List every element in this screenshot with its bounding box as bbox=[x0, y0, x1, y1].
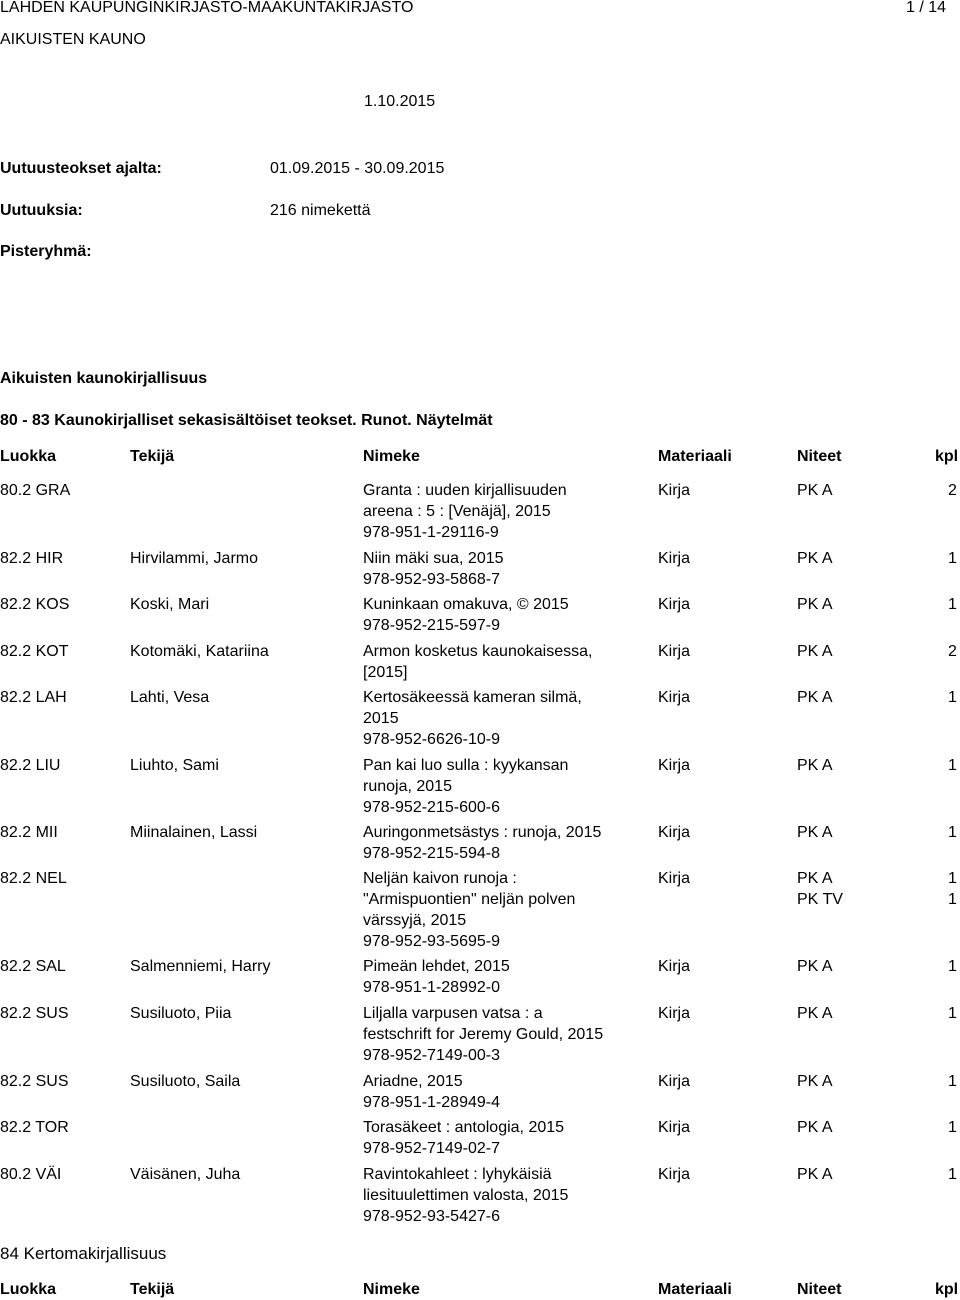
row-nimeke bbox=[363, 548, 623, 590]
row-nimeke bbox=[363, 480, 623, 543]
row-kpl-line: 1 bbox=[948, 824, 957, 841]
row-nimeke-line: 978-951-1-29116-9 bbox=[363, 524, 499, 541]
row-materiaali: Kirja bbox=[658, 757, 691, 774]
row-luokka: 82.2 MII bbox=[0, 824, 58, 841]
row-materiaali: Kirja bbox=[658, 1166, 691, 1183]
row-niteet bbox=[797, 1071, 833, 1092]
row-nimeke-line: 978-951-1-28992-0 bbox=[363, 979, 500, 996]
row-nimeke-line: 978-952-93-5427-6 bbox=[363, 1208, 500, 1225]
row-tekija: Koski, Mari bbox=[130, 596, 210, 613]
count-value: 216 nimekettä bbox=[270, 202, 371, 219]
row-materiaali: Kirja bbox=[658, 689, 691, 706]
row-nimeke-line: 978-952-93-5868-7 bbox=[363, 571, 500, 588]
row-tekija: Hirvilammi, Jarmo bbox=[130, 550, 258, 567]
row-tekija: Kotomäki, Katariina bbox=[130, 643, 269, 660]
row-nimeke-line: 978-952-6626-10-9 bbox=[363, 731, 500, 748]
row-nimeke-line: Armon kosketus kaunokaisessa, bbox=[363, 643, 593, 660]
col-niteet: Niteet bbox=[797, 1281, 842, 1298]
row-kpl-line: 1 bbox=[948, 958, 957, 975]
row-luokka: 82.2 LAH bbox=[0, 689, 67, 706]
row-nimeke-line: Ravintokahleet : lyhykäisiä bbox=[363, 1166, 552, 1183]
row-nimeke-line: Ariadne, 2015 bbox=[363, 1073, 463, 1090]
col-tekija: Tekijä bbox=[130, 448, 175, 465]
row-kpl bbox=[948, 480, 957, 501]
row-kpl bbox=[948, 594, 957, 615]
group-label: Pisteryhmä: bbox=[0, 243, 92, 260]
col-tekija: Tekijä bbox=[130, 1281, 175, 1298]
library-name: LAHDEN KAUPUNGINKIRJASTO-MAAKUNTAKIRJASTO bbox=[0, 0, 414, 16]
column-headers bbox=[0, 447, 960, 467]
col-kpl: kpl bbox=[935, 448, 959, 465]
row-nimeke-line: värssyjä, 2015 bbox=[363, 912, 467, 929]
row-niteet bbox=[797, 956, 833, 977]
row-niteet-line: PK A bbox=[797, 550, 833, 567]
count-label: Uutuuksia: bbox=[0, 202, 83, 219]
row-luokka: 82.2 SUS bbox=[0, 1005, 69, 1022]
row-nimeke-line: 978-952-7149-02-7 bbox=[363, 1140, 500, 1157]
row-niteet bbox=[797, 755, 833, 776]
row-nimeke bbox=[363, 956, 623, 998]
row-niteet bbox=[797, 548, 833, 569]
row-nimeke-line: runoja, 2015 bbox=[363, 778, 452, 795]
row-nimeke-line: Pan kai luo sulla : kyykansan bbox=[363, 757, 569, 774]
col-kpl: kpl bbox=[935, 1281, 959, 1298]
row-nimeke-line: 978-952-93-5695-9 bbox=[363, 933, 500, 950]
row-niteet-line: PK A bbox=[797, 482, 833, 499]
section2-title: 84 Kertomakirjallisuus bbox=[0, 1244, 167, 1263]
row-tekija: Susiluoto, Piia bbox=[130, 1005, 232, 1022]
row-nimeke bbox=[363, 822, 623, 864]
row-kpl-line: 1 bbox=[948, 891, 957, 908]
row-nimeke-line: Torasäkeet : antologia, 2015 bbox=[363, 1119, 565, 1136]
row-kpl-line: 1 bbox=[948, 757, 957, 774]
row-materiaali: Kirja bbox=[658, 596, 691, 613]
row-kpl-line: 1 bbox=[948, 689, 957, 706]
row-nimeke-line: Granta : uuden kirjallisuuden bbox=[363, 482, 567, 499]
row-nimeke-line: Kuninkaan omakuva, © 2015 bbox=[363, 596, 569, 613]
row-nimeke-line: 2015 bbox=[363, 710, 399, 727]
row-kpl bbox=[948, 1003, 957, 1024]
row-tekija: Lahti, Vesa bbox=[130, 689, 210, 706]
row-niteet bbox=[797, 1164, 833, 1185]
col-materiaali: Materiaali bbox=[658, 448, 732, 465]
row-nimeke bbox=[363, 1117, 623, 1159]
row-nimeke bbox=[363, 594, 623, 636]
row-niteet-line: PK A bbox=[797, 596, 833, 613]
row-nimeke-line: 978-952-7149-00-3 bbox=[363, 1047, 500, 1064]
row-niteet-line: PK A bbox=[797, 689, 833, 706]
row-kpl bbox=[948, 868, 957, 910]
department-name: AIKUISTEN KAUNO bbox=[0, 31, 146, 48]
row-niteet-line: PK A bbox=[797, 1073, 833, 1090]
row-nimeke bbox=[363, 1071, 623, 1113]
row-kpl-line: 1 bbox=[948, 1166, 957, 1183]
row-niteet-line: PK A bbox=[797, 1166, 833, 1183]
row-luokka: 80.2 GRA bbox=[0, 482, 71, 499]
row-nimeke-line: areena : 5 : [Venäjä], 2015 bbox=[363, 503, 551, 520]
row-tekija: Susiluoto, Saila bbox=[130, 1073, 241, 1090]
row-materiaali: Kirja bbox=[658, 958, 691, 975]
row-niteet bbox=[797, 480, 833, 501]
row-nimeke-line: 978-952-215-594-8 bbox=[363, 845, 500, 862]
col-materiaali: Materiaali bbox=[658, 1281, 732, 1298]
row-materiaali: Kirja bbox=[658, 824, 691, 841]
row-materiaali: Kirja bbox=[658, 1119, 691, 1136]
row-niteet-line: PK A bbox=[797, 1119, 833, 1136]
row-nimeke-line: Kertosäkeessä kameran silmä, bbox=[363, 689, 582, 706]
row-kpl-line: 1 bbox=[948, 1119, 957, 1136]
row-nimeke bbox=[363, 868, 623, 952]
report-date: 1.10.2015 bbox=[364, 93, 436, 110]
row-nimeke-line: [2015] bbox=[363, 664, 408, 681]
row-niteet bbox=[797, 1117, 833, 1138]
row-kpl bbox=[948, 755, 957, 776]
row-nimeke bbox=[363, 641, 623, 683]
row-kpl bbox=[948, 1117, 957, 1138]
row-materiaali: Kirja bbox=[658, 1005, 691, 1022]
row-niteet bbox=[797, 687, 833, 708]
row-kpl bbox=[948, 1071, 957, 1092]
row-materiaali: Kirja bbox=[658, 643, 691, 660]
row-nimeke-line: festschrift for Jeremy Gould, 2015 bbox=[363, 1026, 604, 1043]
row-kpl bbox=[948, 641, 957, 662]
row-niteet-line: PK TV bbox=[797, 891, 843, 908]
row-nimeke-line: 978-951-1-28949-4 bbox=[363, 1094, 500, 1111]
row-nimeke-line: Pimeän lehdet, 2015 bbox=[363, 958, 510, 975]
row-kpl-line: 2 bbox=[948, 643, 957, 660]
row-kpl-line: 1 bbox=[948, 1073, 957, 1090]
row-kpl bbox=[948, 548, 957, 569]
row-niteet-line: PK A bbox=[797, 757, 833, 774]
row-nimeke-line: Auringonmetsästys : runoja, 2015 bbox=[363, 824, 602, 841]
row-luokka: 82.2 SUS bbox=[0, 1073, 69, 1090]
row-nimeke bbox=[363, 755, 623, 818]
row-kpl bbox=[948, 1164, 957, 1185]
row-nimeke bbox=[363, 1003, 623, 1066]
row-kpl-line: 2 bbox=[948, 482, 957, 499]
row-kpl bbox=[948, 822, 957, 843]
row-luokka: 82.2 HIR bbox=[0, 550, 64, 567]
row-kpl-line: 1 bbox=[948, 596, 957, 613]
col-luokka: Luokka bbox=[0, 448, 57, 465]
row-nimeke-line: liesituulettimen valosta, 2015 bbox=[363, 1187, 569, 1204]
row-materiaali: Kirja bbox=[658, 482, 691, 499]
col-niteet: Niteet bbox=[797, 448, 842, 465]
section-title: Aikuisten kaunokirjallisuus bbox=[0, 370, 208, 387]
row-niteet bbox=[797, 822, 833, 843]
row-materiaali: Kirja bbox=[658, 1073, 691, 1090]
col-nimeke: Nimeke bbox=[363, 1281, 420, 1298]
row-niteet-line: PK A bbox=[797, 958, 833, 975]
row-nimeke-line: Niin mäki sua, 2015 bbox=[363, 550, 504, 567]
page-number: 1 / 14 bbox=[905, 0, 946, 16]
row-luokka: 82.2 SAL bbox=[0, 958, 66, 975]
period-label: Uutuusteokset ajalta: bbox=[0, 160, 162, 177]
row-niteet-line: PK A bbox=[797, 643, 833, 660]
row-nimeke-line: 978-952-215-600-6 bbox=[363, 799, 500, 816]
row-niteet bbox=[797, 868, 843, 910]
row-luokka: 82.2 TOR bbox=[0, 1119, 69, 1136]
col-nimeke: Nimeke bbox=[363, 448, 420, 465]
row-tekija: Miinalainen, Lassi bbox=[130, 824, 258, 841]
row-luokka: 82.2 KOT bbox=[0, 643, 69, 660]
row-kpl-line: 1 bbox=[948, 1005, 957, 1022]
row-niteet-line: PK A bbox=[797, 870, 833, 887]
column-headers-repeat bbox=[0, 1280, 960, 1300]
row-tekija: Väisänen, Juha bbox=[130, 1166, 241, 1183]
row-tekija: Liuhto, Sami bbox=[130, 757, 219, 774]
row-nimeke-line: 978-952-215-597-9 bbox=[363, 617, 500, 634]
row-niteet bbox=[797, 641, 833, 662]
row-kpl bbox=[948, 956, 957, 977]
row-niteet-line: PK A bbox=[797, 824, 833, 841]
period-value: 01.09.2015 - 30.09.2015 bbox=[270, 160, 445, 177]
row-nimeke-line: Liljalla varpusen vatsa : a bbox=[363, 1005, 543, 1022]
row-materiaali: Kirja bbox=[658, 870, 691, 887]
row-luokka: 82.2 LIU bbox=[0, 757, 61, 774]
row-luokka: 82.2 NEL bbox=[0, 870, 67, 887]
row-nimeke-line: "Armispuontien" neljän polven bbox=[363, 891, 576, 908]
row-kpl-line: 1 bbox=[948, 550, 957, 567]
row-niteet bbox=[797, 1003, 833, 1024]
row-nimeke-line: Neljän kaivon runoja : bbox=[363, 870, 517, 887]
col-luokka: Luokka bbox=[0, 1281, 57, 1298]
row-luokka: 80.2 VÄI bbox=[0, 1166, 62, 1183]
row-nimeke bbox=[363, 1164, 623, 1227]
row-niteet bbox=[797, 594, 833, 615]
row-materiaali: Kirja bbox=[658, 550, 691, 567]
row-kpl bbox=[948, 687, 957, 708]
row-luokka: 82.2 KOS bbox=[0, 596, 70, 613]
row-nimeke bbox=[363, 687, 623, 750]
row-tekija: Salmenniemi, Harry bbox=[130, 958, 271, 975]
row-niteet-line: PK A bbox=[797, 1005, 833, 1022]
row-kpl-line: 1 bbox=[948, 870, 957, 887]
section-subtitle: 80 - 83 Kaunokirjalliset sekasisältöiset teokset. Runot. Näytelmät bbox=[0, 412, 493, 429]
